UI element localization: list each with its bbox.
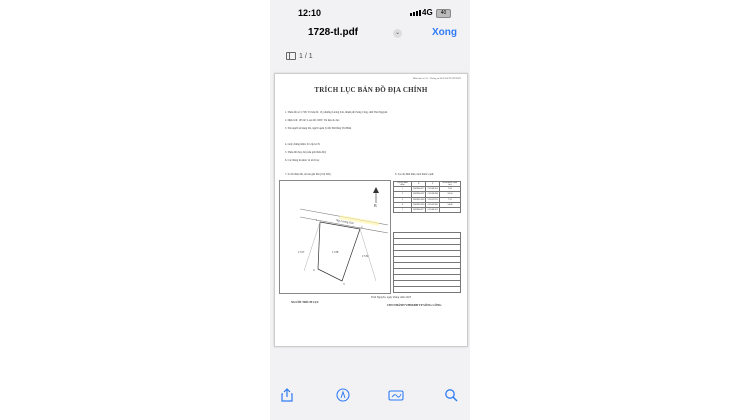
table-cell: 2 <box>394 192 412 197</box>
page-count: 1 / 1 <box>299 52 313 60</box>
north-label: B <box>374 203 377 208</box>
share-icon[interactable] <box>280 388 294 402</box>
table-cell: 24.46 <box>439 202 460 207</box>
info-line: 1. Thửa đất số: 1728; Tờ bản đồ: 15; phường Lương Sơn, thành phố Sông Công, tỉnh Thái Nguyên <box>285 111 388 114</box>
parcel-outline <box>318 222 360 281</box>
table-cell: 24.54 <box>439 192 460 197</box>
info-line: 6. Các thông tin khác về trích lục <box>285 159 320 162</box>
search-icon[interactable] <box>444 388 458 402</box>
info-line: 3. Tên người sử dụng đất, người quản lý đất: Bà Đồng Thị Hiền <box>285 127 352 130</box>
road-label: Ng Lương Sơn <box>335 218 355 226</box>
coordinate-table <box>393 181 461 213</box>
info-line: 2. Diện tích: 193 m²; Loại đất: ODT; Tài liệu đo đạc: <box>285 119 340 122</box>
markup-icon[interactable] <box>336 388 350 402</box>
table-cell: 2389850.877 <box>412 209 425 212</box>
table-cell: 512508.361 <box>427 188 438 191</box>
table-cell: 512512.975 <box>427 198 438 201</box>
form-note: Mẫu bản số 10 - Thông tư 04/2024/TT-BTNMT <box>413 77 461 80</box>
table-cell: 3 <box>394 197 412 202</box>
table-cell: 2389825.983 <box>412 203 425 206</box>
column-header: X <box>411 182 425 187</box>
parcel-label: 1728 <box>332 250 339 254</box>
table-cell: 512508.361 <box>427 209 438 212</box>
map-section-label: 7. Sơ đồ thửa đất, tài sản gắn liền (tỉ lệ 500) <box>285 173 331 176</box>
status-bar <box>270 0 470 22</box>
table-cell: 1 <box>394 207 412 212</box>
table-cell: 7.91 <box>439 197 460 202</box>
empty-row <box>393 286 461 293</box>
network-type: 4G <box>422 8 433 17</box>
table-cell: 2389850.897 <box>412 193 425 196</box>
vertex-label: 3 <box>343 282 345 286</box>
column-header: Y <box>426 182 439 187</box>
column-header: Kích thước cạnh (m) <box>439 182 460 187</box>
signature-icon[interactable] <box>388 388 404 402</box>
info-line: 5. Thửa đất thay đổi (nếu giải thửa đất): <box>285 151 327 154</box>
column-header: Tọa độ đỉnh thửa <box>394 182 412 187</box>
table-row <box>394 207 461 212</box>
vertex-label: 4 <box>313 268 315 272</box>
empty-table-rows <box>393 232 461 293</box>
table-cell: 1 <box>394 187 412 192</box>
table-cell: 7.66 <box>439 187 460 192</box>
neighbor-right-label: 1729 <box>362 254 369 258</box>
pdf-title: TRÍCH LỤC BẢN ĐỒ ĐỊA CHÍNH <box>314 86 428 94</box>
chevron-down-icon[interactable]: ⌄ <box>394 30 401 36</box>
nav-bar <box>270 24 470 44</box>
table-cell: 2389825.882 <box>412 198 425 201</box>
status-time: 12:10 <box>298 8 322 18</box>
pdf-page[interactable] <box>274 73 468 347</box>
info-line: 4. Giấy chứng nhận: Số cấp GCN <box>285 143 320 146</box>
signal-icon <box>410 10 421 16</box>
document-title[interactable]: 1728-tl.pdf <box>308 27 359 38</box>
done-button[interactable]: Xong <box>432 27 457 38</box>
table-cell <box>439 207 460 212</box>
page-indicator[interactable] <box>286 52 313 60</box>
phone-screen <box>270 0 470 420</box>
table-section-label: 8. Tọa độ đỉnh thửa, kích thước cạnh: <box>395 173 434 176</box>
signatory-right: CHI NHÁNH VPĐKĐĐ TP SÔNG CÔNG <box>387 303 442 307</box>
signatory-left: NGƯỜI TRÍCH LỤC <box>291 300 320 304</box>
parcel-map-drawing <box>280 181 390 293</box>
neighbor-left-label: 1727 <box>298 250 305 254</box>
table-cell: 2389850.877 <box>412 188 425 191</box>
vertex-label: 1 <box>316 218 318 222</box>
north-arrow-head-icon <box>373 187 379 193</box>
sidebar-icon <box>286 52 296 60</box>
neighbor-boundary <box>304 222 320 271</box>
parcel-map <box>279 180 391 294</box>
table-cell: 512505.982 <box>427 203 438 206</box>
vertex-label: 2 <box>361 225 363 229</box>
battery-icon: 40 <box>436 9 451 18</box>
table-cell: 512509.898 <box>427 193 438 196</box>
table-cell: 4 <box>394 202 412 207</box>
sign-place-date: Thái Nguyên, ngày tháng năm 2025 <box>371 296 412 299</box>
bottom-toolbar <box>270 382 470 408</box>
